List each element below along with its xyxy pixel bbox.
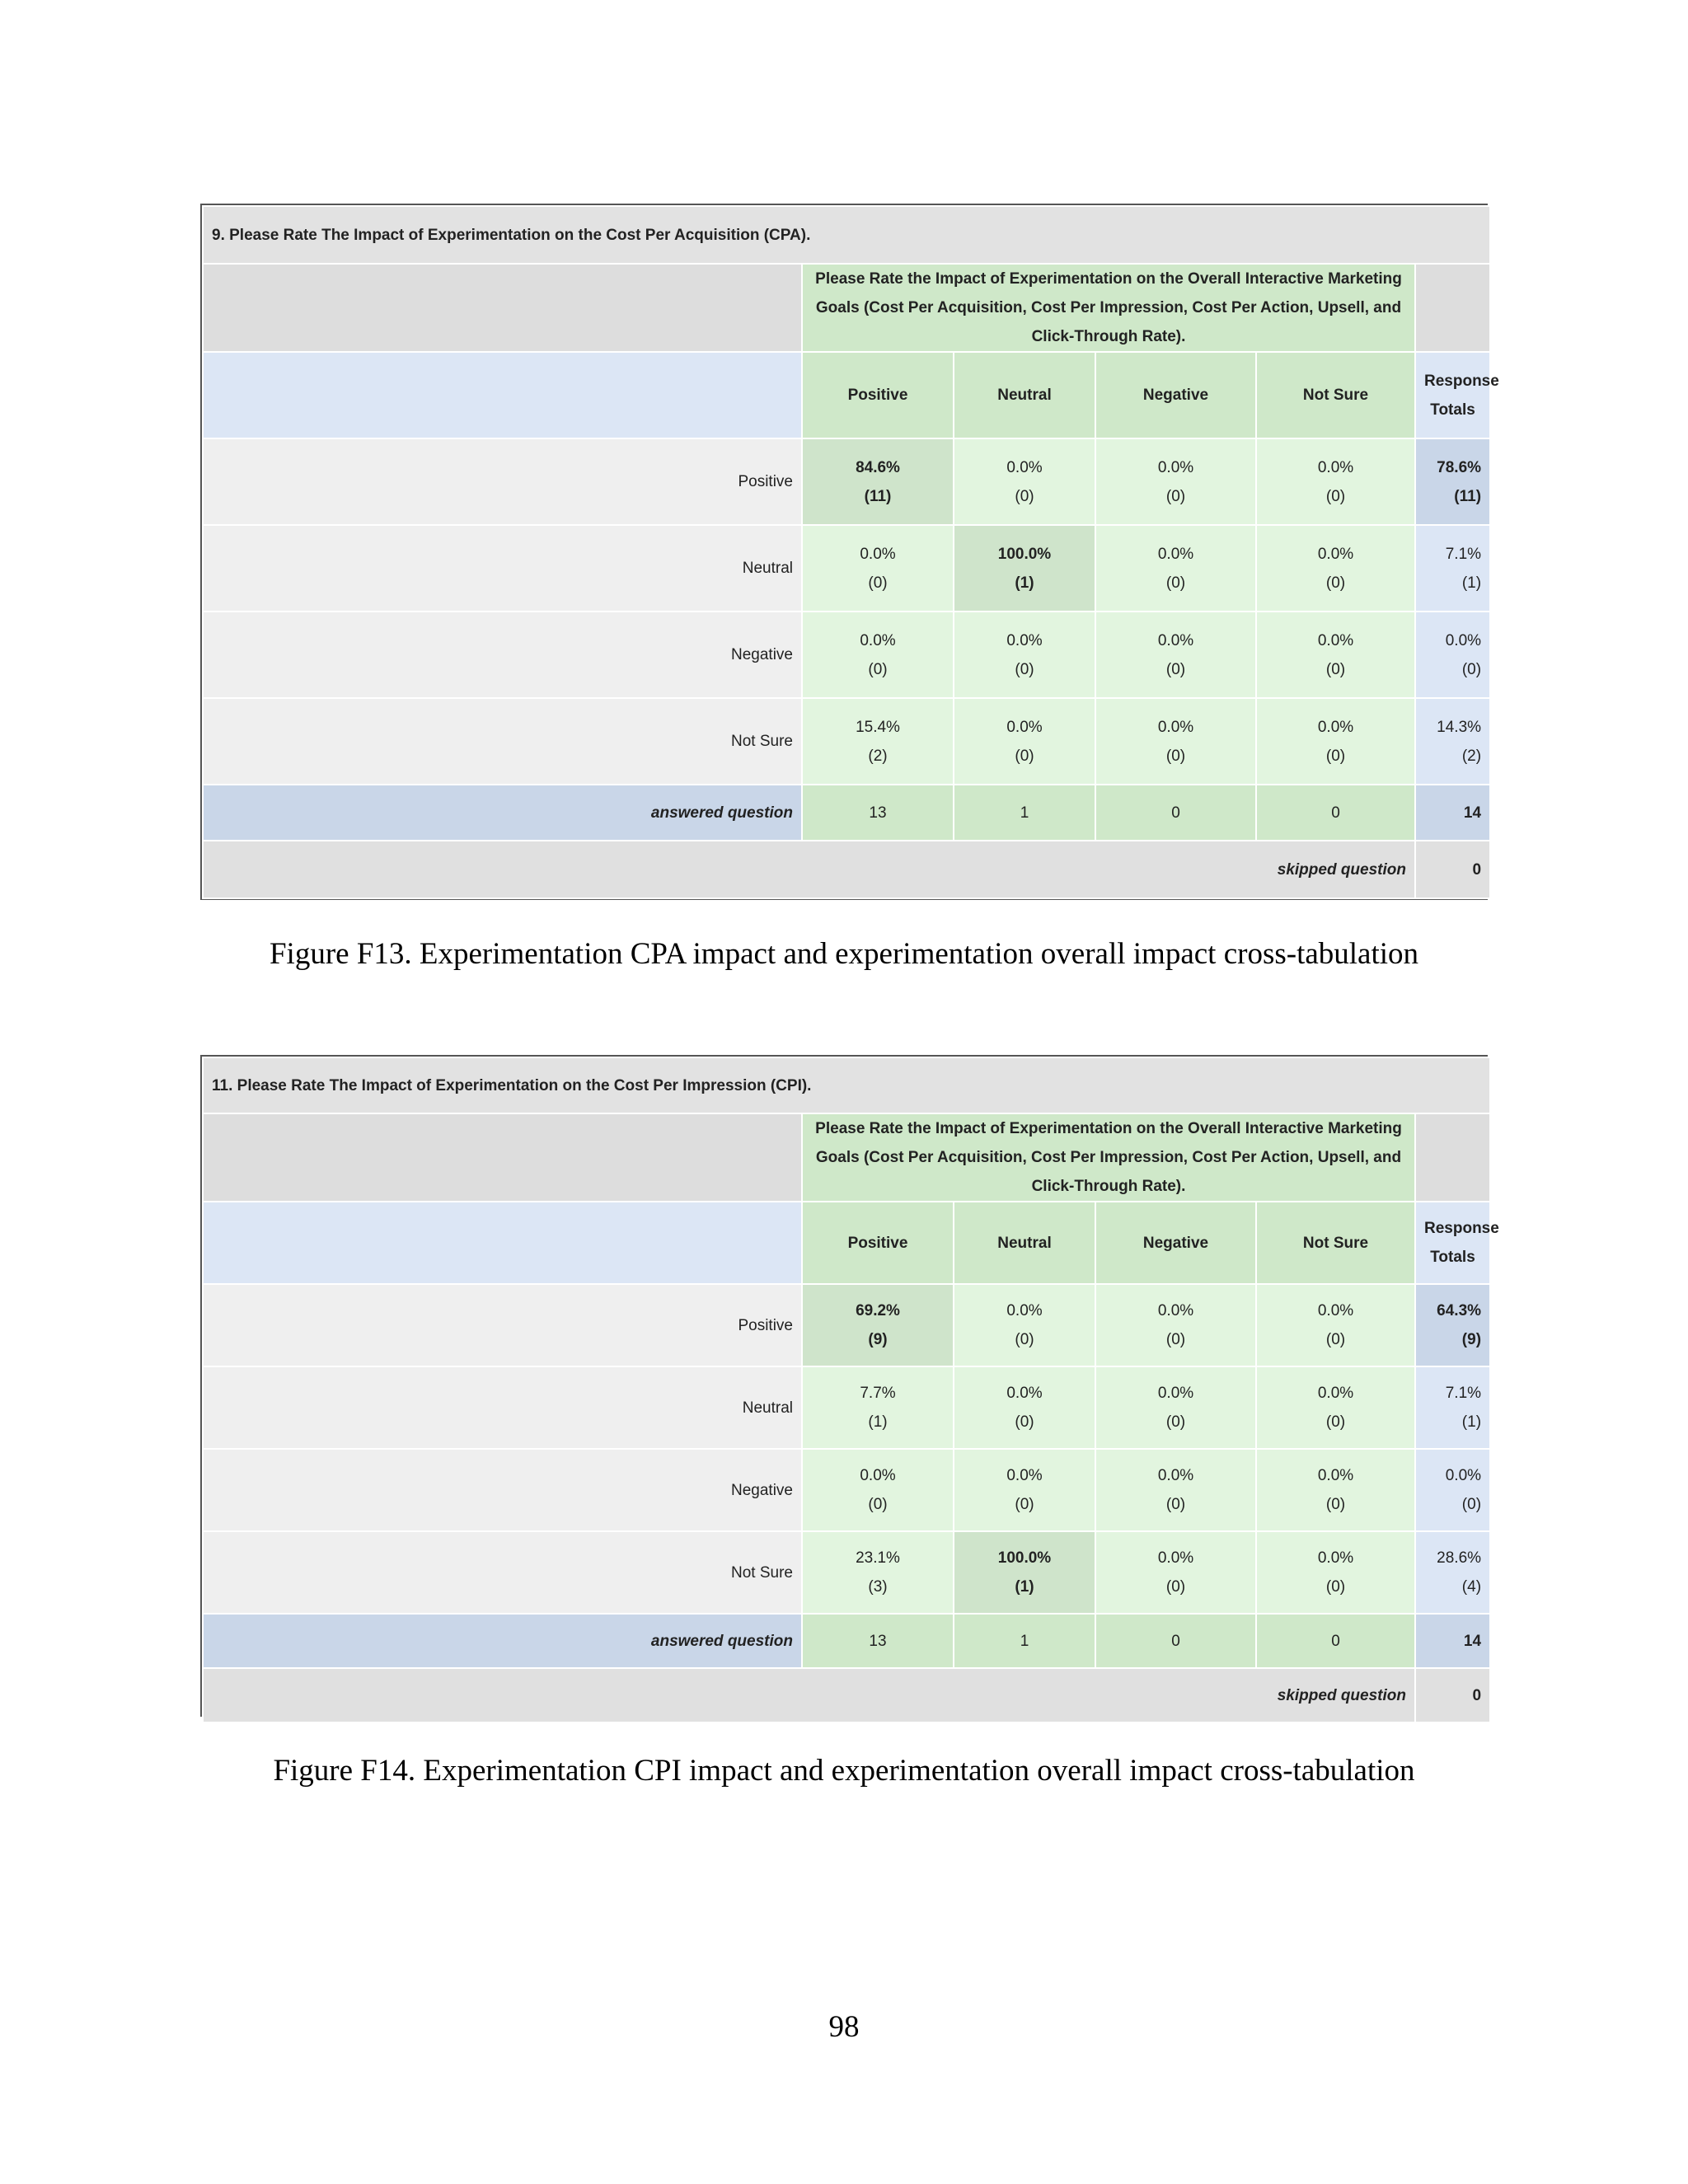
column-header: Positive xyxy=(802,352,954,438)
data-cell: 0.0% (0) xyxy=(1256,1449,1415,1531)
data-cell: 0.0% (0) xyxy=(1256,1531,1415,1614)
data-cell: 15.4% (2) xyxy=(802,698,954,785)
data-cell: 0.0% (0) xyxy=(1095,1531,1256,1614)
blank-cell xyxy=(1415,1113,1490,1202)
answered-question-label: answered question xyxy=(203,1614,802,1668)
skipped-count: 0 xyxy=(1415,841,1490,898)
data-cell: 0.0% (0) xyxy=(954,1366,1095,1449)
page-number: 98 xyxy=(828,2010,860,2044)
answered-total: 14 xyxy=(1415,1614,1490,1668)
data-cell: 0.0% (0) xyxy=(954,1449,1095,1531)
skipped-count: 0 xyxy=(1415,1668,1490,1722)
blank-cell xyxy=(203,1113,802,1202)
column-header: Negative xyxy=(1095,1202,1256,1284)
data-cell: 0.0% (0) xyxy=(1095,698,1256,785)
figure-caption: Figure F14. Experimentation CPI impact and experimentation overall impact cross-tabulation xyxy=(273,1754,1415,1788)
data-cell: 0.0% (0) xyxy=(954,612,1095,698)
row-label: Neutral xyxy=(203,525,802,612)
row-total-cell: 64.3% (9) xyxy=(1415,1284,1490,1366)
row-total-cell: 7.1% (1) xyxy=(1415,525,1490,612)
row-label: Negative xyxy=(203,1449,802,1531)
data-cell: 0.0% (0) xyxy=(1256,612,1415,698)
column-header: Not Sure xyxy=(1256,352,1415,438)
group-header: Please Rate the Impact of Experimentation on the Overall Interactive Marketing Goals (Cost Per Acquisition, Cost Per Impression, Cost Per Action, Upsell, and Click-Through Rate). xyxy=(802,264,1415,352)
blank-cell xyxy=(203,264,802,352)
row-label: Not Sure xyxy=(203,698,802,785)
skipped-question-label: skipped question xyxy=(203,841,1415,898)
question-title: 11. Please Rate The Impact of Experimentation on the Cost Per Impression (CPI). xyxy=(203,1057,1490,1113)
data-cell: 69.2% (9) xyxy=(802,1284,954,1366)
data-cell: 0.0% (0) xyxy=(802,1449,954,1531)
data-cell: 100.0% (1) xyxy=(954,1531,1095,1614)
figure-caption: Figure F13. Experimentation CPA impact and experimentation overall impact cross-tabulation xyxy=(269,937,1419,971)
data-cell: 0.0% (0) xyxy=(954,438,1095,525)
answered-count: 13 xyxy=(802,1614,954,1668)
data-cell: 84.6% (11) xyxy=(802,438,954,525)
crosstab-table xyxy=(202,1057,1499,1723)
group-header: Please Rate the Impact of Experimentation on the Overall Interactive Marketing Goals (Cost Per Acquisition, Cost Per Impression, Cost Per Action, Upsell, and Click-Through Rate). xyxy=(802,1113,1415,1202)
answered-count: 13 xyxy=(802,785,954,841)
blank-cell xyxy=(203,352,802,438)
data-cell: 0.0% (0) xyxy=(1256,1366,1415,1449)
data-cell: 0.0% (0) xyxy=(1095,1284,1256,1366)
row-label: Not Sure xyxy=(203,1531,802,1614)
data-cell: 0.0% (0) xyxy=(1256,1284,1415,1366)
data-cell: 23.1% (3) xyxy=(802,1531,954,1614)
data-cell: 0.0% (0) xyxy=(802,525,954,612)
skipped-question-label: skipped question xyxy=(203,1668,1415,1722)
data-cell: 0.0% (0) xyxy=(1095,1366,1256,1449)
row-label: Negative xyxy=(203,612,802,698)
blank-cell xyxy=(1415,264,1490,352)
answered-count: 1 xyxy=(954,785,1095,841)
data-cell: 0.0% (0) xyxy=(1256,698,1415,785)
answered-total: 14 xyxy=(1415,785,1490,841)
row-label: Neutral xyxy=(203,1366,802,1449)
column-header: Positive xyxy=(802,1202,954,1284)
blank-cell xyxy=(203,1202,802,1284)
response-totals-header: Response Totals xyxy=(1415,352,1490,438)
data-cell: 0.0% (0) xyxy=(802,612,954,698)
data-cell: 100.0% (1) xyxy=(954,525,1095,612)
data-cell: 0.0% (0) xyxy=(1095,612,1256,698)
response-totals-header: Response Totals xyxy=(1415,1202,1490,1284)
row-total-cell: 0.0% (0) xyxy=(1415,1449,1490,1531)
column-header: Not Sure xyxy=(1256,1202,1415,1284)
question-title: 9. Please Rate The Impact of Experimentation on the Cost Per Acquisition (CPA). xyxy=(203,206,1490,264)
answered-count: 0 xyxy=(1256,1614,1415,1668)
answered-count: 0 xyxy=(1095,1614,1256,1668)
answered-count: 1 xyxy=(954,1614,1095,1668)
figure-f13-table xyxy=(200,204,1499,900)
crosstab-table xyxy=(202,205,1499,899)
data-cell: 0.0% (0) xyxy=(1256,525,1415,612)
row-label: Positive xyxy=(203,1284,802,1366)
data-cell: 0.0% (0) xyxy=(1095,438,1256,525)
column-header: Neutral xyxy=(954,352,1095,438)
data-cell: 0.0% (0) xyxy=(1095,525,1256,612)
row-label: Positive xyxy=(203,438,802,525)
answered-count: 0 xyxy=(1256,785,1415,841)
row-total-cell: 14.3% (2) xyxy=(1415,698,1490,785)
answered-count: 0 xyxy=(1095,785,1256,841)
data-cell: 0.0% (0) xyxy=(1256,438,1415,525)
column-header: Negative xyxy=(1095,352,1256,438)
data-cell: 0.0% (0) xyxy=(954,698,1095,785)
row-total-cell: 78.6% (11) xyxy=(1415,438,1490,525)
row-total-cell: 28.6% (4) xyxy=(1415,1531,1490,1614)
data-cell: 0.0% (0) xyxy=(1095,1449,1256,1531)
answered-question-label: answered question xyxy=(203,785,802,841)
row-total-cell: 7.1% (1) xyxy=(1415,1366,1490,1449)
row-total-cell: 0.0% (0) xyxy=(1415,612,1490,698)
column-header: Neutral xyxy=(954,1202,1095,1284)
data-cell: 7.7% (1) xyxy=(802,1366,954,1449)
figure-f14-table xyxy=(200,1055,1499,1717)
data-cell: 0.0% (0) xyxy=(954,1284,1095,1366)
